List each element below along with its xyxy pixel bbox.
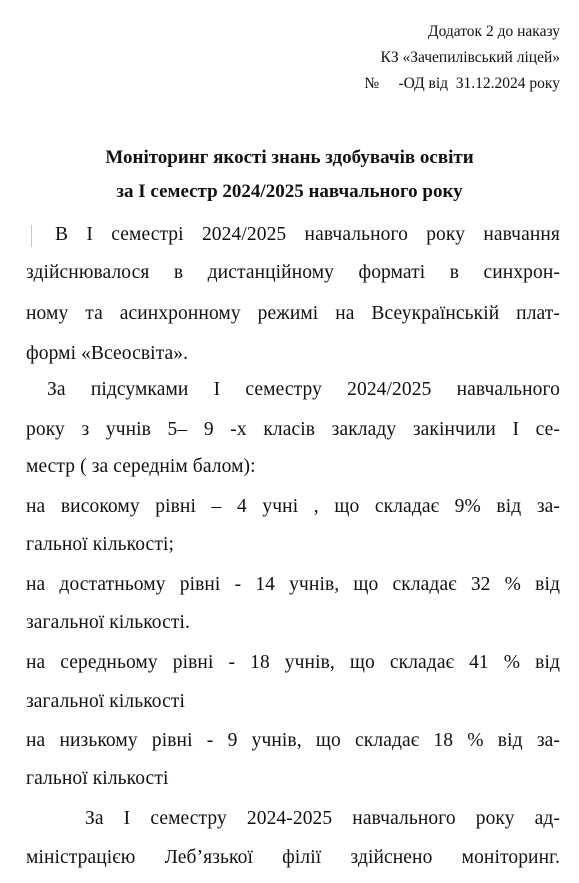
high-level-line-1: на високому рівні – 4 учні , що складає 9% від за- (26, 496, 560, 517)
paragraph-1-line-3: ному та асинхронному режимі на Всеукраїнській плат- (26, 303, 560, 324)
margin-mark (31, 225, 32, 247)
low-level-line-2: гальної кількості (26, 768, 169, 789)
paragraph-1-line-2: здійснювалося в дистанційному форматі в синхрон- (26, 262, 560, 283)
average-level-line-1: на середньому рівні - 18 учнів, що складає 41 % від (26, 652, 560, 673)
appendix-line: Додаток 2 до наказу (428, 23, 560, 40)
paragraph-2-line-3: местр ( за середнім балом): (26, 456, 256, 477)
paragraph-1-line-1: В І семестрі 2024/2025 навчального року навчання (55, 224, 560, 245)
sufficient-level-line-2: загальної кількості. (26, 612, 190, 633)
low-level-line-1: на низькому рівні - 9 учнів, що складає 18 % від за- (26, 730, 560, 751)
high-level-line-2: гальної кількості; (26, 534, 174, 555)
paragraph-1-line-4: формі «Всеосвіта». (26, 343, 189, 364)
paragraph-3-line-2: міністрацією Леб’язької філії здійснено моніторинг. (26, 847, 560, 868)
title-line-1: Моніторинг якості знань здобувачів освіти (105, 147, 474, 168)
average-level-line-2: загальної кількості (26, 691, 186, 712)
sufficient-level-line-1: на достатньому рівні - 14 учнів, що складає 32 % від (26, 574, 560, 595)
paragraph-2-line-1: За підсумками І семестру 2024/2025 навчального (47, 379, 560, 400)
title-line-2: за І семестр 2024/2025 навчального року (116, 181, 463, 202)
order-appendix-header (364, 19, 560, 97)
paragraph-2-line-2: року з учнів 5– 9 -х класів закладу закінчили І се- (26, 419, 560, 440)
order-number-line: № -ОД від 31.12.2024 року (364, 75, 560, 92)
paragraph-3-line-1: За І семестру 2024-2025 навчального року ад- (85, 808, 560, 829)
institution-line: КЗ «Зачепилівський ліцей» (380, 49, 560, 66)
document-title (0, 141, 579, 209)
